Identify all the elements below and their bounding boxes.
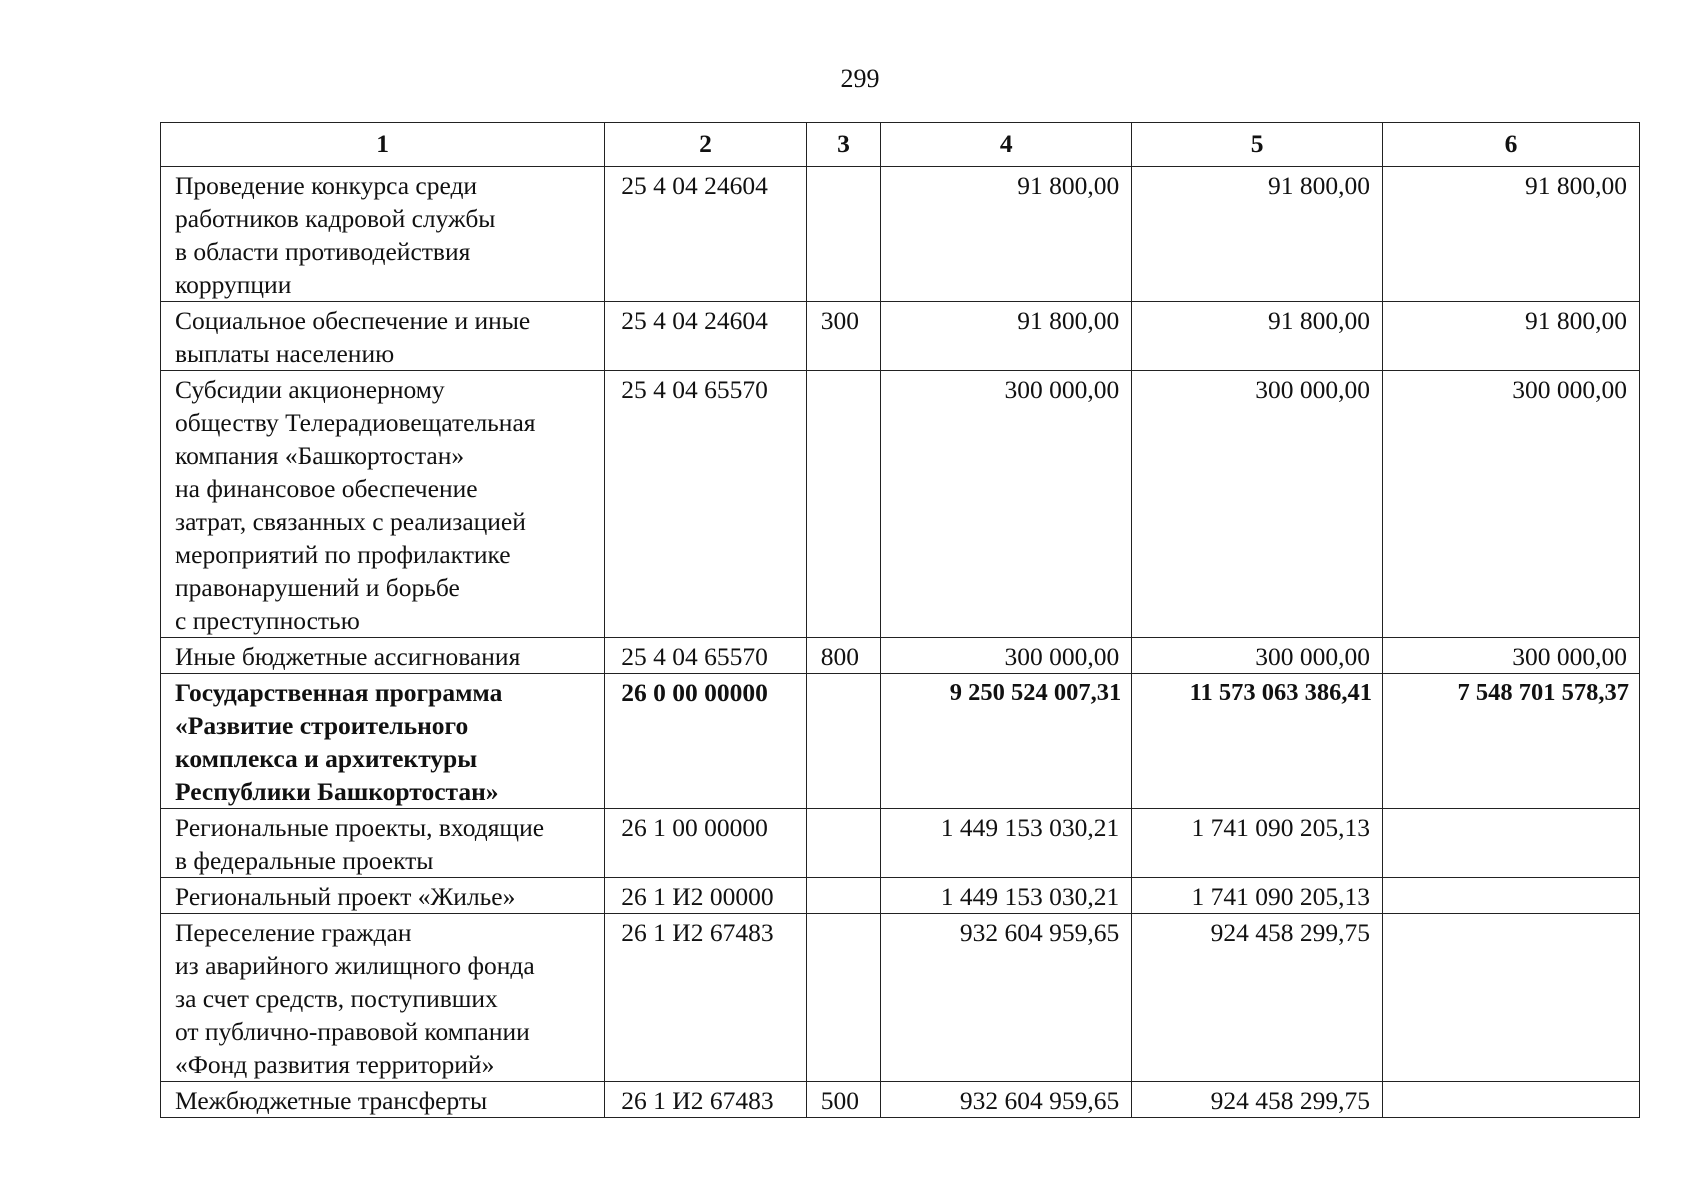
row-code-cell: 26 1 И2 67483 bbox=[605, 1082, 806, 1118]
row-value-col6: 7 548 701 578,37 bbox=[1383, 674, 1640, 809]
row-name-cell: Проведение конкурса среди работников кадровой службы в области противодействия коррупции bbox=[161, 167, 605, 302]
table-row bbox=[161, 674, 1640, 809]
row-value-col5: 924 458 299,75 bbox=[1132, 914, 1383, 1082]
row-name-cell: Межбюджетные трансферты bbox=[161, 1082, 605, 1118]
row-value-col6 bbox=[1383, 878, 1640, 914]
table-row bbox=[161, 167, 1640, 302]
row-value-col6: 300 000,00 bbox=[1383, 638, 1640, 674]
row-name-cell: Иные бюджетные ассигнования bbox=[161, 638, 605, 674]
row-type-cell bbox=[806, 914, 881, 1082]
row-value-col5: 1 741 090 205,13 bbox=[1132, 878, 1383, 914]
table-row bbox=[161, 878, 1640, 914]
row-value-col6 bbox=[1383, 809, 1640, 878]
table-row bbox=[161, 1082, 1640, 1118]
header-col-5: 5 bbox=[1132, 123, 1383, 167]
row-value-col5: 300 000,00 bbox=[1132, 371, 1383, 638]
row-type-cell bbox=[806, 674, 881, 809]
table-row bbox=[161, 302, 1640, 371]
row-value-col4: 91 800,00 bbox=[881, 167, 1132, 302]
row-type-cell bbox=[806, 809, 881, 878]
row-type-cell bbox=[806, 878, 881, 914]
row-code-cell: 26 0 00 00000 bbox=[605, 674, 806, 809]
row-value-col6: 91 800,00 bbox=[1383, 167, 1640, 302]
row-code-cell: 26 1 И2 00000 bbox=[605, 878, 806, 914]
table-header-row bbox=[161, 123, 1640, 167]
budget-table bbox=[160, 122, 1640, 1118]
row-value-col6 bbox=[1383, 1082, 1640, 1118]
row-value-col4: 1 449 153 030,21 bbox=[881, 878, 1132, 914]
row-type-cell: 800 bbox=[806, 638, 881, 674]
row-value-col5: 1 741 090 205,13 bbox=[1132, 809, 1383, 878]
row-value-col5: 91 800,00 bbox=[1132, 167, 1383, 302]
row-value-col4: 932 604 959,65 bbox=[881, 1082, 1132, 1118]
row-value-col4: 9 250 524 007,31 bbox=[881, 674, 1132, 809]
row-value-col5: 300 000,00 bbox=[1132, 638, 1383, 674]
row-value-col4: 91 800,00 bbox=[881, 302, 1132, 371]
row-code-cell: 25 4 04 65570 bbox=[605, 638, 806, 674]
row-name-cell: Социальное обеспечение и иные выплаты населению bbox=[161, 302, 605, 371]
row-value-col6: 300 000,00 bbox=[1383, 371, 1640, 638]
row-value-col5: 924 458 299,75 bbox=[1132, 1082, 1383, 1118]
row-name-cell: Региональный проект «Жилье» bbox=[161, 878, 605, 914]
row-code-cell: 26 1 И2 67483 bbox=[605, 914, 806, 1082]
row-name-cell: Региональные проекты, входящие в федеральные проекты bbox=[161, 809, 605, 878]
header-col-4: 4 bbox=[881, 123, 1132, 167]
row-type-cell: 300 bbox=[806, 302, 881, 371]
row-value-col4: 300 000,00 bbox=[881, 371, 1132, 638]
row-value-col4: 300 000,00 bbox=[881, 638, 1132, 674]
row-type-cell bbox=[806, 371, 881, 638]
header-col-3: 3 bbox=[806, 123, 881, 167]
row-name-cell: Государственная программа «Развитие строительного комплекса и архитектуры Республики Башкортостан» bbox=[161, 674, 605, 809]
header-col-6: 6 bbox=[1383, 123, 1640, 167]
row-value-col5: 91 800,00 bbox=[1132, 302, 1383, 371]
table-row bbox=[161, 809, 1640, 878]
row-code-cell: 25 4 04 65570 bbox=[605, 371, 806, 638]
row-code-cell: 25 4 04 24604 bbox=[605, 167, 806, 302]
table-row bbox=[161, 638, 1640, 674]
header-col-1: 1 bbox=[161, 123, 605, 167]
row-name-cell: Субсидии акционерному обществу Телерадиовещательная компания «Башкортостан» на финансовое обеспечение затрат, связанных с реализацией мероприятий по профилактике правонарушений и борьбе с преступностью bbox=[161, 371, 605, 638]
table-row bbox=[161, 914, 1640, 1082]
row-value-col4: 1 449 153 030,21 bbox=[881, 809, 1132, 878]
page-number: 299 bbox=[840, 64, 880, 93]
row-value-col6: 91 800,00 bbox=[1383, 302, 1640, 371]
row-code-cell: 26 1 00 00000 bbox=[605, 809, 806, 878]
row-value-col6 bbox=[1383, 914, 1640, 1082]
row-name-cell: Переселение граждан из аварийного жилищного фонда за счет средств, поступивших от публично-правовой компании «Фонд развития территорий» bbox=[161, 914, 605, 1082]
row-code-cell: 25 4 04 24604 bbox=[605, 302, 806, 371]
table-body bbox=[161, 167, 1640, 1118]
row-type-cell: 500 bbox=[806, 1082, 881, 1118]
table-row bbox=[161, 371, 1640, 638]
header-col-2: 2 bbox=[605, 123, 806, 167]
row-type-cell bbox=[806, 167, 881, 302]
row-value-col5: 11 573 063 386,41 bbox=[1132, 674, 1383, 809]
row-value-col4: 932 604 959,65 bbox=[881, 914, 1132, 1082]
